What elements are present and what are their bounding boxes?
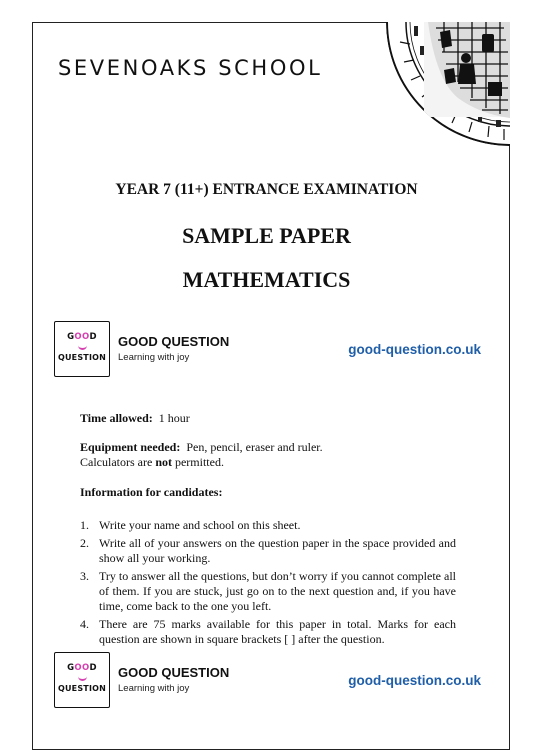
paper-title: SAMPLE PAPER xyxy=(182,223,351,248)
subject-title: MATHEMATICS xyxy=(182,267,351,292)
equipment-value: Pen, pencil, eraser and ruler. xyxy=(186,440,323,454)
brand-url-link[interactable]: good-question.co.uk xyxy=(348,673,481,688)
list-item-text: There are 75 marks available for this paper in total. Marks for each question are shown in square brackets [ ] after the question. xyxy=(99,617,456,646)
list-item xyxy=(80,536,456,566)
equipment-line xyxy=(80,440,323,455)
brand-tagline: Learning with joy xyxy=(118,352,190,363)
brand-name: GOOD QUESTION xyxy=(118,334,230,349)
school-seal-icon xyxy=(384,22,510,160)
logo-question-text: QUESTION xyxy=(57,684,107,693)
list-item-text: Write all of your answers on the question paper in the space provided and show all your working. xyxy=(99,536,456,565)
time-allowed-label: Time allowed: xyxy=(80,411,153,425)
good-question-logo xyxy=(54,321,110,377)
brand-tagline: Learning with joy xyxy=(118,683,190,694)
calculators-line xyxy=(80,455,224,470)
school-name: SEVENOAKS SCHOOL xyxy=(58,56,323,80)
list-item-text: Write your name and school on this sheet. xyxy=(99,518,301,532)
smile-icon xyxy=(78,674,87,681)
good-question-logo xyxy=(54,652,110,708)
brand-name: GOOD QUESTION xyxy=(118,665,230,680)
info-heading xyxy=(80,485,222,500)
time-allowed-line xyxy=(80,411,190,426)
list-item xyxy=(80,617,456,647)
logo-good-text: GOOD xyxy=(67,332,97,342)
exam-title: YEAR 7 (11+) ENTRANCE EXAMINATION xyxy=(115,181,418,198)
list-item-number: 3. xyxy=(80,569,89,583)
equipment-label: Equipment needed: xyxy=(80,440,181,454)
logo-question-text: QUESTION xyxy=(57,353,107,362)
info-heading-text: Information for candidates: xyxy=(80,485,223,499)
list-item xyxy=(80,518,456,533)
list-item-number: 2. xyxy=(80,536,89,550)
list-item-number: 1. xyxy=(80,518,89,532)
calculators-prefix: Calculators are xyxy=(80,455,153,469)
list-item xyxy=(80,569,456,614)
brand-url-link[interactable]: good-question.co.uk xyxy=(348,342,481,357)
calculators-emphasis: not xyxy=(155,455,172,469)
time-allowed-value: 1 hour xyxy=(158,411,190,425)
list-item-number: 4. xyxy=(80,617,89,631)
list-item-text: Try to answer all the questions, but don’t worry if you cannot complete all of them. If you are stuck, just go on to the next question and, if you have time, come back to the one you left. xyxy=(99,569,456,613)
instructions-list xyxy=(80,518,456,650)
smile-icon xyxy=(78,343,87,350)
calculators-suffix: permitted. xyxy=(174,455,224,469)
logo-good-text: GOOD xyxy=(67,663,97,673)
